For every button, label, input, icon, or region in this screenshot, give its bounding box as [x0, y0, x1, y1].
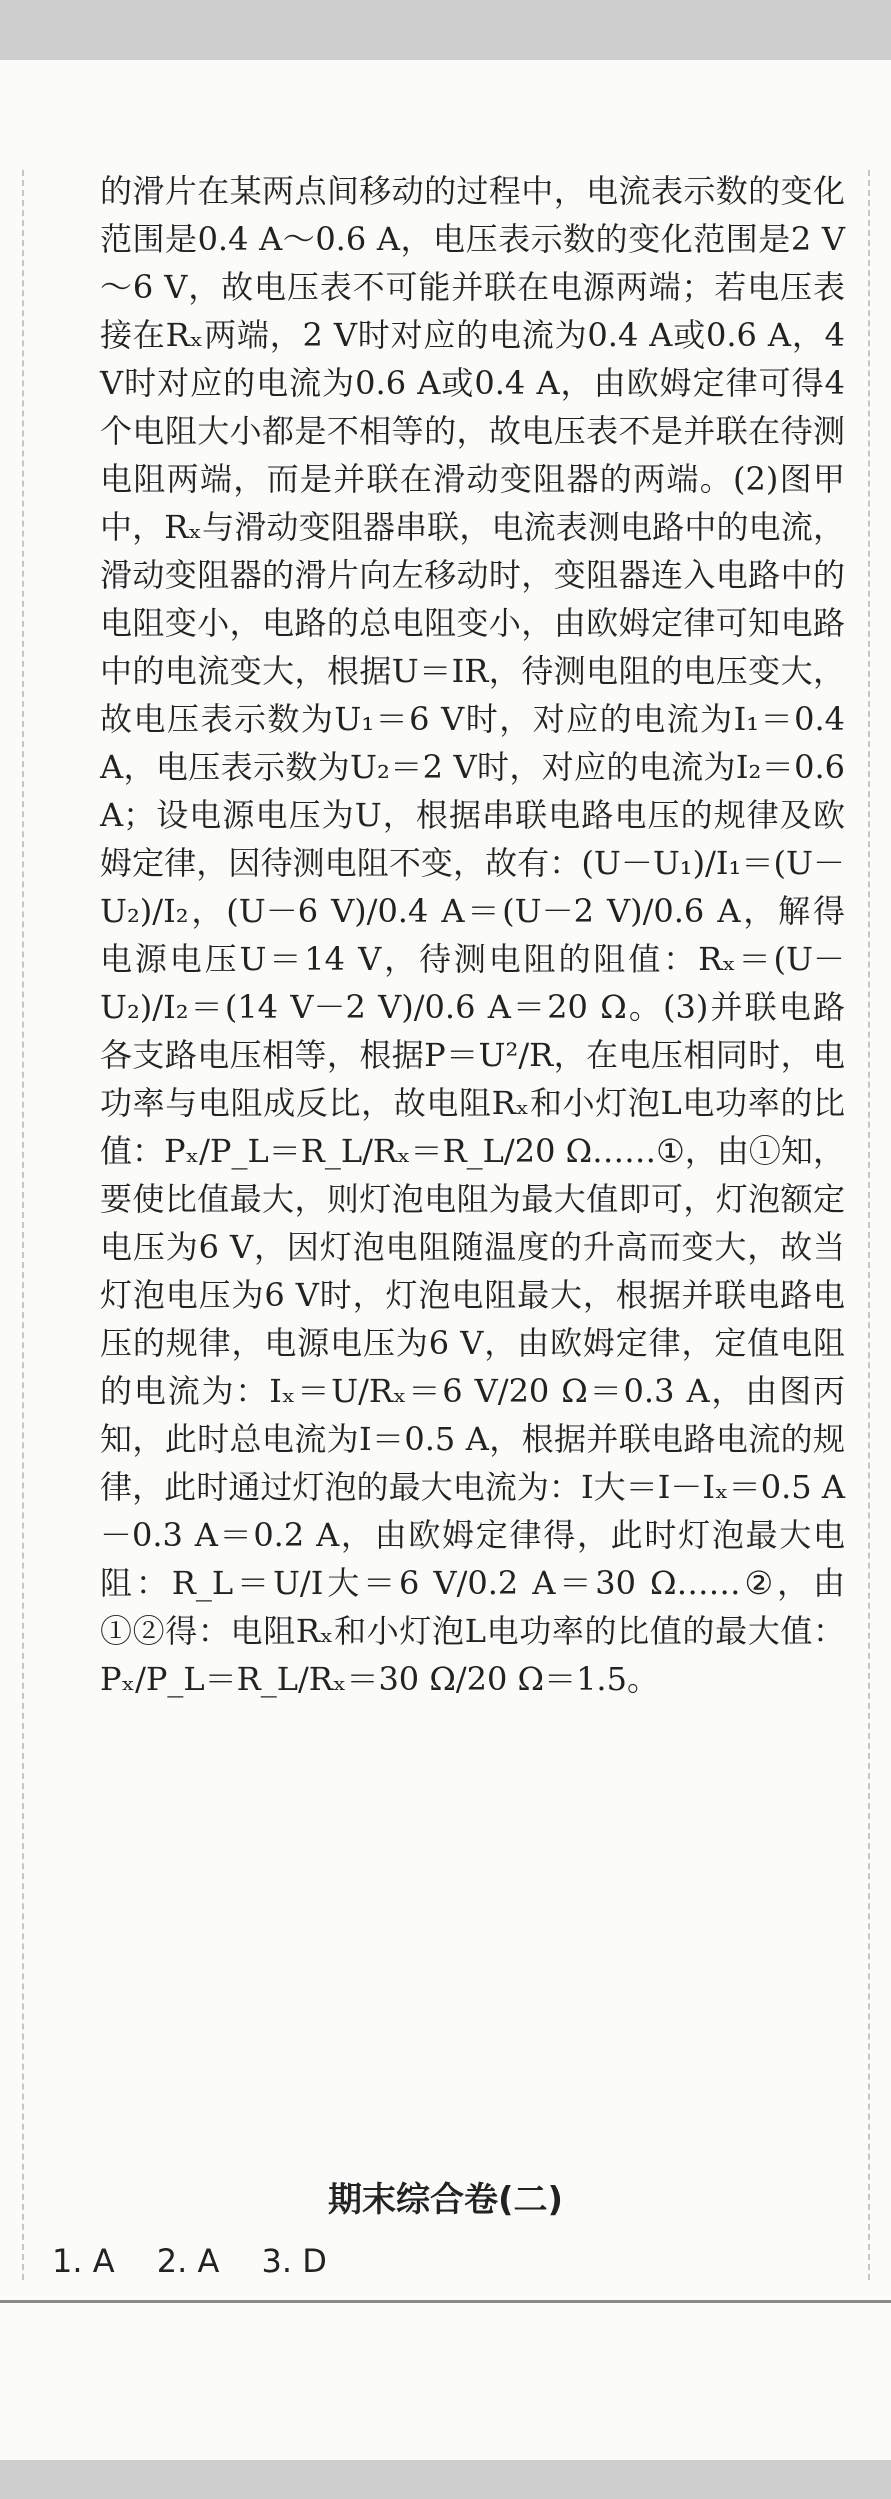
- left-dashed-border: [22, 170, 24, 2280]
- answer-1: 1. A: [52, 2242, 115, 2280]
- right-dashed-border: [868, 170, 870, 2280]
- solution-text: [100, 167, 845, 1703]
- answer-list: [52, 2242, 359, 2280]
- answer-2: 2. A: [156, 2242, 220, 2280]
- bottom-band: [0, 2460, 891, 2499]
- section-title: 期末综合卷(二): [327, 2180, 564, 2220]
- separator-line: [0, 2300, 891, 2303]
- solution-paragraph: 的滑片在某两点间移动的过程中，电流表示数的变化范围是0.4 A～0.6 A，电压表示数的变化范围是2 V～6 V，故电压表不可能并联在电源两端；若电压表接在Rₓ两端，2 V时对应的电流为0.4 A或0.6 A，4 V时对应的电流为0.6 A或0.4 A，由欧姆定律可得4个电阻大小都是不相等的，故电压表不是并联在待测电阻两端，而是并联在滑动变阻器的两端。(2)图甲中，Rₓ与滑动变阻器串联，电流表测电路中的电流，滑动变阻器的滑片向左移动时，变阻器连入电路中的电阻变小，电路的总电阻变小，由欧姆定律可知电路中的电流变大，根据U＝IR，待测电阻的电压变大，故电压表示数为U₁＝6 V时，对应的电流为I₁＝0.4 A，电压表示数为U₂＝2 V时，对应的电流为I₂＝0.6 A；设电源电压为U，根据串联电路电压的规律及欧姆定律，因待测电阻不变，故有：(U－U₁)/I₁＝(U－U₂)/I₂，(U－6 V)/0.4 A＝(U－2 V)/0.6 A，解得电源电压U＝14 V，待测电阻的阻值：Rₓ＝(U－U₂)/I₂＝(14 V－2 V)/0.6 A＝20 Ω。(3)并联电路各支路电压相等，根据P＝U²/R，在电压相同时，电功率与电阻成反比，故电阻Rₓ和小灯泡L电功率的比值：Pₓ/P_L＝R_L/Rₓ＝R_L/20 Ω……①，由①知，要使比值最大，则灯泡电阻为最大值即可，灯泡额定电压为6 V，因灯泡电阻随温度的升高而变大，故当灯泡电压为6 V时，灯泡电阻最大，根据并联电路电压的规律，电源电压为6 V，由欧姆定律，定值电阻的电流为：Iₓ＝U/Rₓ＝6 V/20 Ω＝0.3 A，由图丙知，此时总电流为I＝0.5 A，根据并联电路电流的规律，此时通过灯泡的最大电流为：I大＝I－Iₓ＝0.5 A－0.3 A＝0.2 A，由欧姆定律得，此时灯泡最大电阻：R_L＝U/I大＝6 V/0.2 A＝30 Ω……②，由①②得：电阻Rₓ和小灯泡L电功率的比值的最大值：Pₓ/P_L＝R_L/Rₓ＝30 Ω/20 Ω＝1.5。: [100, 172, 845, 1698]
- answer-3: 3. D: [261, 2242, 327, 2280]
- top-band: [0, 0, 891, 60]
